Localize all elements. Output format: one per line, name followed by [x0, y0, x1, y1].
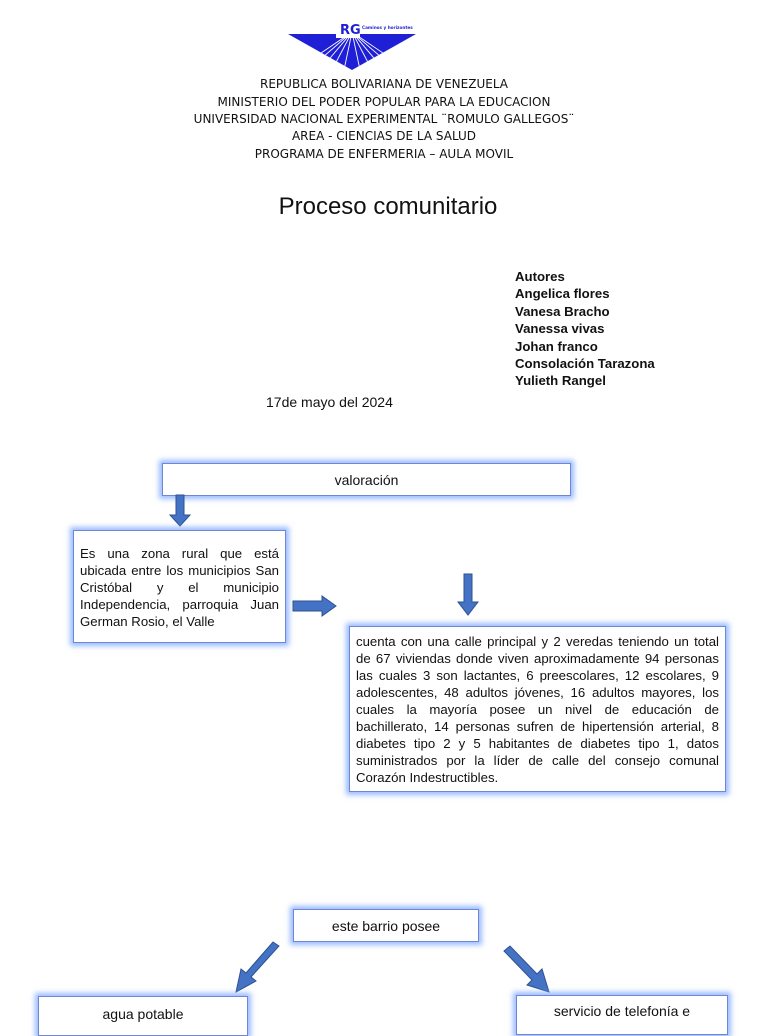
author-name: Consolación Tarazona	[515, 356, 655, 372]
svg-text:RG: RG	[340, 23, 361, 38]
agua-label: agua potable	[102, 1006, 184, 1022]
header-line: MINISTERIO DEL PODER POPULAR PARA LA EDUCACION	[217, 95, 551, 109]
details-box	[349, 626, 726, 792]
author-name: Vanessa vivas	[515, 321, 605, 337]
telefonia-box	[516, 995, 728, 1035]
valoracion-box	[162, 463, 571, 496]
author-name: Yulieth Rangel	[515, 373, 606, 389]
arrow-icon	[456, 574, 480, 616]
telefonia-label: servicio de telefonía e	[553, 1003, 691, 1019]
header-line: AREA - CIENCIAS DE LA SALUD	[291, 129, 477, 143]
arrow-icon	[232, 942, 282, 994]
author-name: Angelica flores	[515, 286, 610, 302]
barrio-box	[293, 909, 479, 942]
header-line: PROGRAMA DE ENFERMERIA – AULA MOVIL	[254, 147, 514, 161]
svg-text:Caminos y horizontes: Caminos y horizontes	[362, 25, 413, 30]
authors-heading: Autores	[515, 269, 565, 284]
university-logo	[286, 20, 418, 72]
arrow-icon	[292, 595, 338, 617]
details-text: cuenta con una calle principal y 2 veredas teniendo un total de 67 viviendas donde viven aproximadamente 94 personas las cuales 3 son lactantes, 6 preescolares, 12 escolares, 9 adolescentes, 48 adultos jóvenes, 16 adultos mayores, los cuales la mayoría posee un nivel de educación de bachillerato, 14 personas sufren de hipertensión arterial, 8 diabetes tipo 2 y 5 habitantes de diabetes tipo 1, datos suministrados por la líder de calle del consejo comunal Corazón Indestructibles.	[356, 634, 719, 785]
barrio-label: este barrio posee	[331, 917, 441, 934]
author-name: Johan franco	[515, 338, 598, 354]
document-date: 17de mayo del 2024	[266, 394, 393, 410]
arrow-icon	[501, 946, 553, 996]
header-line: REPUBLICA BOLIVARIANA DE VENEZUELA	[260, 77, 508, 91]
author-name: Vanesa Bracho	[515, 303, 610, 319]
agua-box	[38, 996, 248, 1036]
header-line: UNIVERSIDAD NACIONAL EXPERIMENTAL ¨ROMULO GALLEGOS¨	[193, 112, 575, 126]
valoracion-label: valoración	[334, 471, 399, 488]
location-text: Es una zona rural que está ubicada entre los municipios San Cristóbal y el municipio Independencia, parroquia Juan German Rosio, el Valle	[80, 546, 279, 629]
page-title: Proceso comunitario	[278, 193, 498, 220]
arrow-icon	[168, 495, 192, 527]
authors-block	[515, 268, 655, 390]
location-box	[73, 530, 286, 643]
